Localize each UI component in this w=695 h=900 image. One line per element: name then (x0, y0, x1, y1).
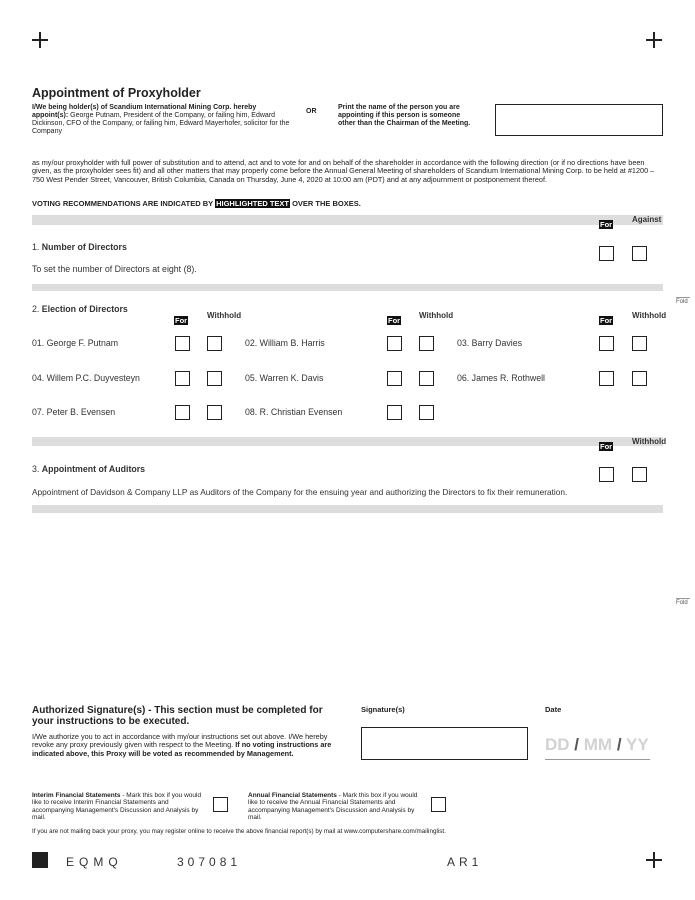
interim-statements-text: Interim Financial Statements - Mark this box if you would like to receive Interim Financial Statements and accompanying Management's Discussion and Analysis by mail. (32, 792, 202, 821)
interim-statements-checkbox[interactable] (213, 797, 228, 812)
annual-statements-text: Annual Financial Statements - Mark this box if you would like to receive the Annual Financial Statements and accompanying Management's Discussion and Analysis by mail. (248, 792, 418, 821)
date-year: YY (625, 735, 649, 754)
for-label: For (600, 316, 613, 325)
crop-mark-top-right (646, 32, 662, 48)
resolution-2-title: 2. Election of Directors (32, 304, 128, 314)
resolution-1-against-checkbox[interactable] (632, 246, 647, 261)
resolution-3-for-checkbox[interactable] (599, 467, 614, 482)
signature-label: Signature(s) (361, 705, 405, 714)
director-01-for-checkbox[interactable] (175, 336, 190, 351)
director-04-for-checkbox[interactable] (175, 371, 190, 386)
director-06-for-checkbox[interactable] (599, 371, 614, 386)
separator-bar (32, 284, 663, 291)
voting-recommendations: VOTING RECOMMENDATIONS ARE INDICATED BY HIGHLIGHTED TEXT OVER THE BOXES. (32, 199, 361, 208)
online-registration-note: If you are not mailing back your proxy, you may register online to receive the above financial report(s) by mail at www.computershare.com/mailinglist. (32, 828, 446, 835)
director-03-for-checkbox[interactable] (599, 336, 614, 351)
signature-heading: Authorized Signature(s) - This section must be completed for your instructions to be executed. (32, 705, 323, 727)
director-07-for-checkbox[interactable] (175, 405, 190, 420)
director-name: 06. James R. Rothwell (457, 373, 546, 383)
director-02-for-checkbox[interactable] (387, 336, 402, 351)
resolution-1-description: To set the number of Directors at eight (8). (32, 264, 197, 274)
withhold-label: Withhold (632, 437, 667, 446)
footer-code-ar: AR1 (447, 855, 483, 869)
director-name: 01. George F. Putnam (32, 338, 119, 348)
for-label: For (388, 316, 401, 325)
resolution-3-description: Appointment of Davidson & Company LLP as Auditors of the Company for the ensuing year and authorizing the Directors to fix their remuneration. (32, 487, 568, 497)
resolution-3-title: 3. Appointment of Auditors (32, 464, 146, 474)
or-label: OR (306, 108, 317, 115)
director-name: 05. Warren K. Davis (245, 373, 324, 383)
date-label: Date (545, 705, 562, 714)
for-label: For (600, 442, 613, 451)
for-label: For (600, 220, 613, 229)
director-06-withhold-checkbox[interactable] (632, 371, 647, 386)
director-name: 08. R. Christian Evensen (245, 407, 343, 417)
fold-mark: Fold (676, 297, 690, 305)
signature-authorization-text: I/We authorize you to act in accordance with my/our instructions set out above. I/We hereby revoke any proxy previously given with respect to the Meeting. If no voting instructions are indicated above, this Proxy will be voted as recommended by Management. (32, 732, 332, 758)
date-separator: / (574, 735, 580, 754)
date-field[interactable] (545, 735, 650, 760)
director-name: 07. Peter B. Evensen (32, 407, 116, 417)
print-name-instructions: Print the name of the person you are appointing if this person is someone other than the Chairman of the Meeting. (338, 104, 471, 127)
director-01-withhold-checkbox[interactable] (207, 336, 222, 351)
separator-bar (32, 505, 663, 513)
director-04-withhold-checkbox[interactable] (207, 371, 222, 386)
withhold-label: Withhold (419, 311, 454, 320)
signature-field[interactable] (361, 727, 528, 760)
resolution-3-header-bar (32, 437, 663, 446)
resolution-1-header-bar (32, 215, 663, 225)
director-08-withhold-checkbox[interactable] (419, 405, 434, 420)
against-label: Against (632, 215, 662, 224)
date-day: DD (545, 735, 570, 754)
proxyholder-name-field[interactable] (495, 104, 663, 136)
director-name: 04. Willem P.C. Duyvesteyn (32, 373, 140, 383)
fold-mark: Fold (676, 598, 690, 606)
date-month: MM (583, 735, 613, 754)
registration-square (32, 852, 48, 868)
crop-mark-top-left (32, 32, 48, 48)
director-03-withhold-checkbox[interactable] (632, 336, 647, 351)
director-name: 02. William B. Harris (245, 338, 325, 348)
footer-code-number: 307081 (177, 855, 242, 869)
resolution-1-title: 1. Number of Directors (32, 242, 127, 252)
crop-mark-bottom-right (646, 852, 662, 868)
date-separator: / (616, 735, 622, 754)
director-05-for-checkbox[interactable] (387, 371, 402, 386)
director-08-for-checkbox[interactable] (387, 405, 402, 420)
for-label: For (175, 316, 188, 325)
annual-statements-checkbox[interactable] (431, 797, 446, 812)
appointment-text: I/We being holder(s) of Scandium International Mining Corp. hereby appoint(s): George Putnam, President of the Company, or failing him, Edward Dickinson, CFO of the Company, or failing him, Edward Mayerhofer, solicitor for the Company (32, 104, 290, 135)
proxy-paragraph: as my/our proxyholder with full power of substitution and to attend, act and to vote for and on behalf of the shareholder in accordance with the following direction (or if no directions have been given, as the proxyholder sees fit) and all other matters that may properly come before the Annual General Meeting of shareholders of Scandium International Mining Corp. to be held at #1200 – 750 West Pender Street, Vancouver, British Columbia, Canada on Thursday, June 4, 2020 at 10:00 am (PDT) and at any adjournment or postponement thereof. (32, 158, 655, 184)
footer-code-eqmq: EQMQ (66, 855, 123, 869)
director-07-withhold-checkbox[interactable] (207, 405, 222, 420)
withhold-label: Withhold (632, 311, 667, 320)
resolution-1-for-checkbox[interactable] (599, 246, 614, 261)
director-05-withhold-checkbox[interactable] (419, 371, 434, 386)
resolution-3-withhold-checkbox[interactable] (632, 467, 647, 482)
director-02-withhold-checkbox[interactable] (419, 336, 434, 351)
director-name: 03. Barry Davies (457, 338, 523, 348)
withhold-label: Withhold (207, 311, 242, 320)
page-title: Appointment of Proxyholder (32, 86, 201, 100)
